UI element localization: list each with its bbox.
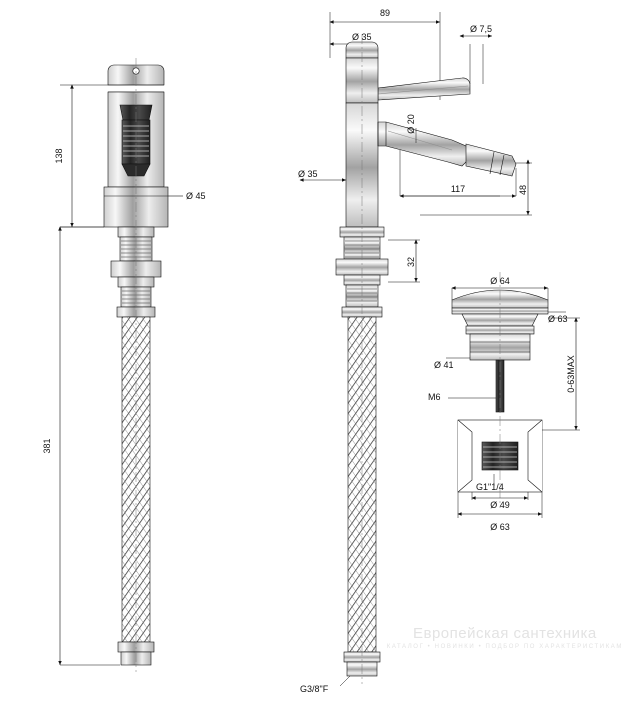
dim-g38f: G3/8"F — [300, 684, 329, 694]
dim-381: 381 — [42, 438, 52, 454]
dim-117: 117 — [450, 184, 466, 194]
dim-d7-5: Ø 7,5 — [470, 24, 493, 34]
dim-d41: Ø 41 — [434, 360, 454, 370]
watermark-line-2: КАТАЛОГ • НОВИНКИ • ПОДБОР ПО ХАРАКТЕРИСТИКАМ — [386, 644, 623, 650]
dim-d45: Ø 45 — [186, 191, 206, 201]
dim-d49: Ø 49 — [490, 500, 510, 510]
dim-32: 32 — [406, 256, 416, 268]
waste-detail-view — [446, 272, 580, 518]
dim-d35-top: Ø 35 — [352, 32, 372, 42]
dim-m6: M6 — [428, 392, 441, 402]
front-view — [60, 58, 183, 672]
dim-138: 138 — [54, 148, 64, 164]
dim-d63-bottom: Ø 63 — [490, 522, 510, 532]
dim-d20: Ø 20 — [406, 114, 416, 134]
dim-0-63max: 0-63MAX — [566, 355, 576, 393]
dim-89: 89 — [379, 8, 391, 18]
dim-48: 48 — [518, 184, 528, 196]
dim-d63-top: Ø 63 — [548, 314, 568, 324]
dim-d64: Ø 64 — [490, 276, 510, 286]
dim-d35-body: Ø 35 — [298, 169, 318, 179]
watermark-line-1: Европейская сантехника — [412, 625, 597, 642]
dim-g114: G1"1/4 — [476, 482, 504, 492]
